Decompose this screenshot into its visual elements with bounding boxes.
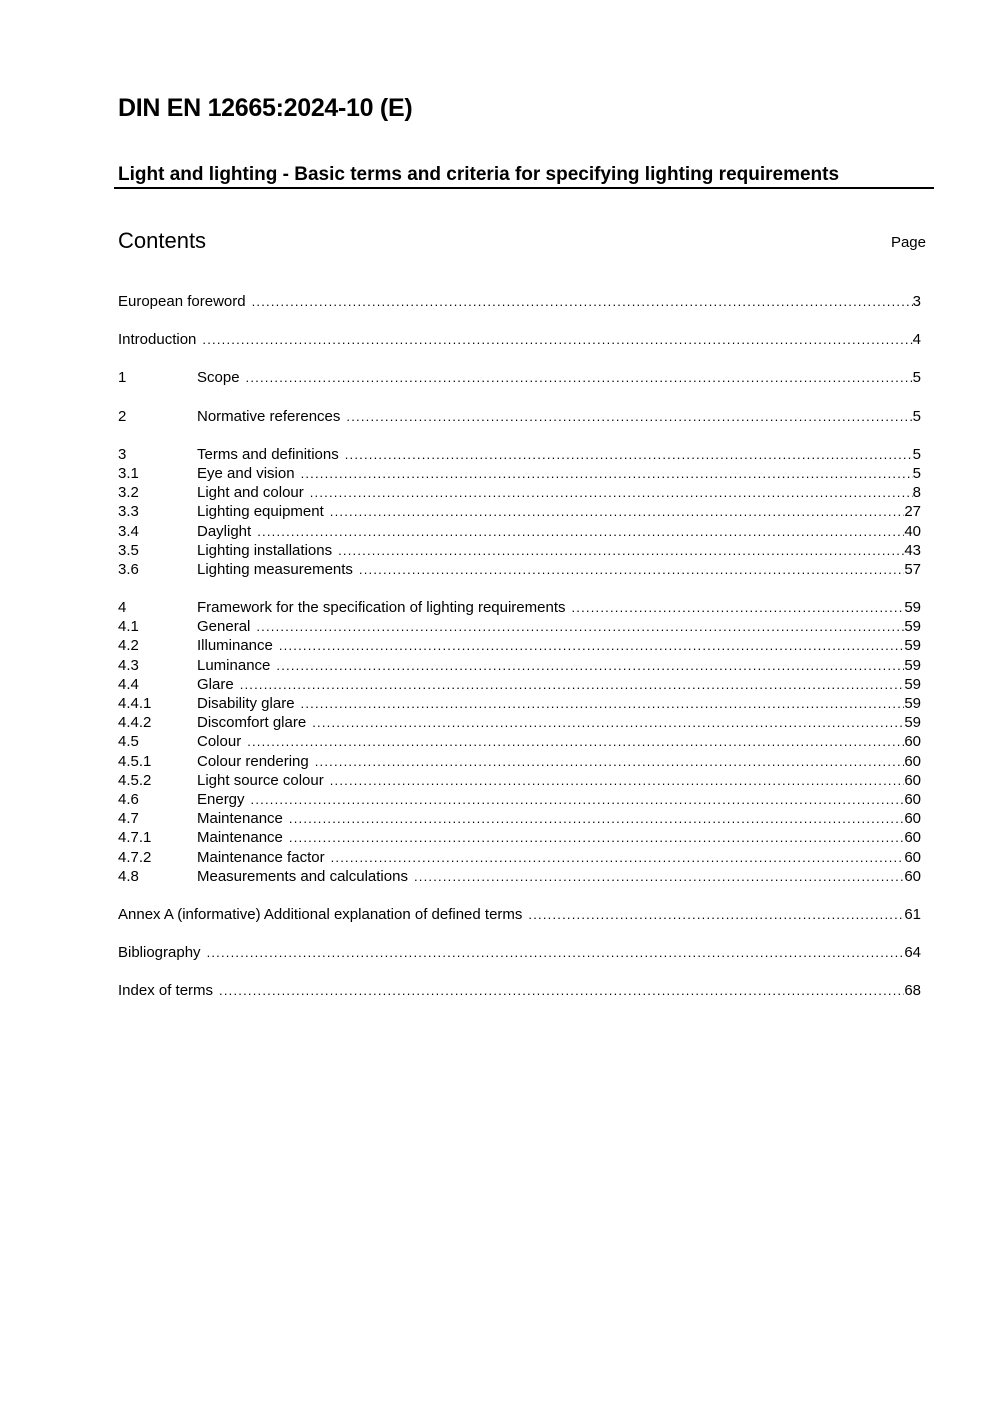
toc-entry[interactable] [118,368,921,387]
toc-dot-leader [289,809,904,828]
toc-entry-number: 1 [118,369,127,387]
toc-entry-title: Scope [197,369,240,387]
toc-entry-page: 60 [904,733,921,751]
toc-entry[interactable] [118,407,921,426]
toc-entry-page: 64 [904,944,921,962]
toc-entry[interactable] [118,943,921,962]
toc-dot-leader [330,502,905,521]
toc-entry-page: 59 [904,656,921,674]
toc-dot-leader [330,771,905,790]
toc-entry-number: 3.3 [118,503,139,521]
toc-entry-number: 3.5 [118,541,139,559]
page-column-heading: Page [890,234,926,251]
toc-entry-title: Discomfort glare [197,714,307,732]
toc-entry-page: 59 [904,637,921,655]
toc-entry[interactable] [118,636,921,655]
toc-entry-page: 57 [904,560,921,578]
toc-entry-page: 60 [904,829,921,847]
toc-entry-page: 5 [912,369,921,387]
toc-entry-title: Introduction [118,331,197,349]
toc-dot-leader [246,368,913,387]
document-title: Light and lighting - Basic terms and criteria for specifying lighting requirements [118,164,840,185]
toc-entry-number: 4.7.2 [118,848,152,866]
toc-dot-leader [251,790,905,809]
toc-entry[interactable] [118,483,921,502]
toc-entry-page: 60 [904,790,921,808]
toc-entry-title: Light and colour [197,484,304,502]
toc-dot-leader [247,732,904,751]
toc-entry-page: 68 [904,982,921,1000]
toc-entry-number: 4.4 [118,675,139,693]
contents-heading: Contents [118,228,207,253]
title-divider [114,187,934,189]
toc-entry-page: 59 [904,714,921,732]
toc-entry[interactable] [118,598,921,617]
toc-entry-title: Colour [197,733,242,751]
toc-dot-leader [256,617,904,636]
toc-entry-page: 40 [904,522,921,540]
toc-dot-leader [310,483,913,502]
toc-entry-title: Luminance [197,656,271,674]
toc-entry-title: Lighting measurements [197,560,353,578]
toc-entry[interactable] [118,713,921,732]
toc-entry-title: Disability glare [197,695,295,712]
toc-entry-title: Maintenance [197,829,283,847]
toc-entry-page: 3 [912,293,921,310]
toc-entry-page: 60 [904,848,921,866]
toc-entry-page: 60 [904,867,921,885]
toc-entry[interactable] [118,828,921,847]
toc-entry-title: Colour rendering [197,752,309,770]
toc-entry-title: Measurements and calculations [197,867,408,885]
toc-entry-title: Maintenance factor [197,848,325,866]
toc-entry-number: 2 [118,407,127,425]
toc-entry-number: 3.4 [118,522,139,540]
toc-dot-leader [345,445,913,464]
toc-entry-number: 4.7.1 [118,829,152,847]
toc-entry-title: Energy [197,790,245,808]
toc-entry-title: Terms and definitions [197,445,339,463]
toc-dot-leader [276,656,904,675]
toc-entry-number: 4.4.1 [118,695,152,712]
toc-entry-page: 5 [912,445,921,463]
toc-entry-number: 3.1 [118,464,139,482]
toc-entry-title: Illuminance [197,637,273,655]
toc-entry-title: Eye and vision [197,464,295,482]
toc-entry[interactable] [118,981,921,1000]
toc-dot-leader [414,867,904,886]
toc-entry-title: Light source colour [197,771,324,789]
toc-entry-page: 60 [904,752,921,770]
toc-entry[interactable] [118,617,921,636]
toc-entry[interactable] [118,522,921,541]
toc-entry[interactable] [118,675,921,694]
toc-entry-title: European foreword [118,293,246,310]
toc-entry-title: Normative references [197,407,341,425]
toc-entry-page: 27 [904,503,921,521]
toc-entry[interactable] [118,502,921,521]
toc-dot-leader [257,522,904,541]
toc-entry-number: 4.2 [118,637,139,655]
toc-entry-number: 4.3 [118,656,139,674]
toc-entry-number: 4.5 [118,733,139,751]
table-of-contents [118,292,921,1000]
document-id: DIN EN 12665:2024-10 (E) [118,94,413,122]
toc-dot-leader [572,598,905,617]
toc-entry-page: 59 [904,599,921,617]
toc-entry-page: 5 [912,407,921,425]
toc-dot-leader [202,330,912,349]
toc-dot-leader [528,905,904,924]
toc-entry-title: Index of terms [118,982,214,1000]
toc-dot-leader [301,694,905,713]
toc-entry-page: 61 [904,905,921,923]
toc-entry[interactable] [118,867,921,886]
toc-entry-page: 59 [904,618,921,636]
toc-dot-leader [346,407,912,426]
toc-entry-number: 4.4.2 [118,714,152,732]
toc-entry[interactable] [118,292,921,311]
toc-dot-leader [331,848,905,867]
toc-entry-page: 4 [912,331,921,349]
toc-entry-title: Daylight [197,522,252,540]
toc-entry[interactable] [118,656,921,675]
toc-entry[interactable] [118,694,921,713]
toc-entry-number: 4.7 [118,810,139,828]
toc-entry[interactable] [118,771,921,790]
toc-entry-number: 4.6 [118,790,139,808]
toc-entry[interactable] [118,541,921,560]
toc-dot-leader [301,464,913,483]
toc-entry-number: 4.5.1 [118,752,152,770]
toc-entry-page: 60 [904,771,921,789]
toc-entry[interactable] [118,560,921,579]
toc-entry-title: Lighting equipment [197,503,324,521]
toc-entry[interactable] [118,752,921,771]
toc-dot-leader [207,943,905,962]
toc-entry-page: 43 [904,541,921,559]
toc-dot-leader [289,828,904,847]
toc-entry-number: 4.8 [118,867,139,885]
toc-dot-leader [219,981,904,1000]
toc-dot-leader [359,560,904,579]
toc-dot-leader [315,752,905,771]
toc-entry[interactable] [118,330,921,349]
toc-dot-leader [252,292,913,311]
toc-entry-page: 8 [912,484,921,502]
toc-dot-leader [312,713,904,732]
toc-entry-title: General [197,618,251,636]
toc-entry-number: 4.1 [118,618,139,636]
toc-entry-title: Annex A (informative) Additional explanation of defined terms [118,905,523,923]
toc-entry-number: 4.5.2 [118,771,152,789]
toc-entry-number: 3.6 [118,560,139,578]
toc-entry[interactable] [118,848,921,867]
toc-entry-title: Framework for the specification of lighting requirements [197,599,566,617]
toc-entry-title: Bibliography [118,944,201,962]
toc-entry-title: Glare [197,675,234,693]
toc-dot-leader [240,675,905,694]
toc-entry[interactable] [118,809,921,828]
toc-entry-title: Lighting installations [197,541,333,559]
toc-entry-number: 3 [118,445,127,463]
toc-entry[interactable] [118,464,921,483]
toc-entry[interactable] [118,905,921,924]
toc-entry-page: 59 [904,695,921,712]
toc-entry-title: Maintenance [197,810,283,828]
toc-entry[interactable] [118,790,921,809]
toc-entry-number: 3.2 [118,484,139,502]
toc-dot-leader [279,636,904,655]
toc-entry[interactable] [118,732,921,751]
toc-entry[interactable] [118,445,921,464]
toc-entry-page: 60 [904,810,921,828]
toc-entry-page: 59 [904,675,921,693]
toc-entry-page: 5 [912,464,921,482]
toc-dot-leader [338,541,904,560]
toc-entry-number: 4 [118,599,127,617]
